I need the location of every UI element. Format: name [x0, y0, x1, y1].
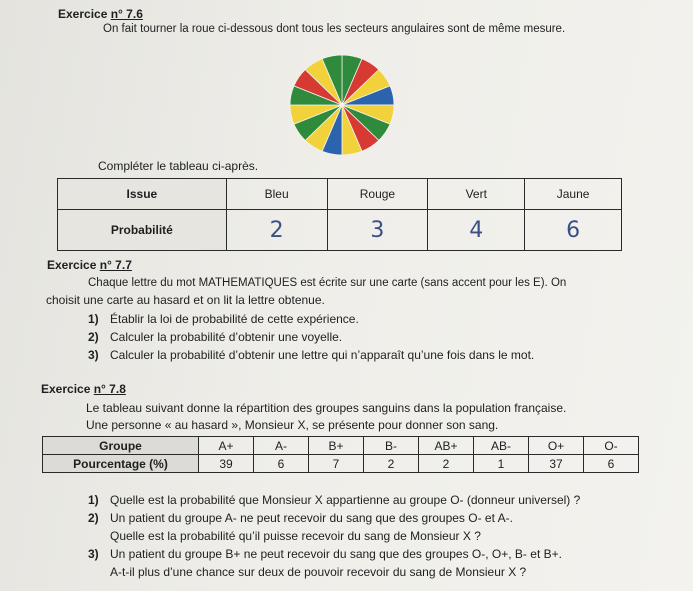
question-text: Établir la loi de probabilité de cette expérience. [110, 312, 359, 326]
answer-rouge: 3 [327, 210, 428, 251]
percent-cell: 2 [364, 455, 419, 473]
exercise-7-7-line1: Chaque lettre du mot MATHEMATIQUES est écrite sur une carte (sans accent pour les E). On [88, 277, 567, 289]
question-number: 3) [88, 348, 99, 362]
spinning-wheel [288, 53, 396, 157]
col-vert: Vert [428, 179, 525, 210]
exercise-label: Exercice [41, 382, 94, 396]
exercise-7-8-question-1 [88, 493, 580, 507]
question-number: 1) [88, 493, 99, 507]
exercise-number: n° 7.6 [110, 7, 143, 21]
exercise-7-8-question-2 [88, 511, 513, 525]
percent-cell: 2 [419, 455, 474, 473]
table-row [43, 437, 639, 455]
answer-vert: 4 [428, 210, 525, 251]
percent-cell: 37 [529, 455, 584, 473]
question-text: Un patient du groupe A- ne peut recevoir du sang que des groupes O- et A-. [110, 511, 513, 525]
question-number: 3) [88, 547, 99, 561]
exercise-7-6-title [58, 7, 143, 21]
exercise-7-6-intro: On fait tourner la roue ci-dessous dont tous les secteurs angulaires sont de même mesure. [103, 23, 566, 35]
table-row [58, 179, 622, 210]
col-rouge: Rouge [327, 179, 428, 210]
question-text: Calculer la probabilité d’obtenir une lettre qui n’apparaît qu’une fois dans le mot. [110, 348, 535, 362]
exercise-7-7-title [47, 258, 132, 272]
blood-group-table [42, 436, 639, 473]
exercise-7-7-question-2 [88, 330, 342, 344]
table-header-groupe: Groupe [43, 437, 199, 455]
exercise-7-8-line1: Le tableau suivant donne la répartition des groupes sanguins dans la population française. [86, 401, 567, 415]
exercise-label: Exercice [47, 258, 100, 272]
group-cell: B+ [309, 437, 364, 455]
percent-cell: 1 [474, 455, 529, 473]
exercise-7-8-title [41, 382, 126, 396]
answer-jaune: 6 [525, 210, 622, 251]
exercise-7-7-line2: choisit une carte au hasard et on lit la lettre obtenue. [46, 293, 325, 307]
group-cell: B- [364, 437, 419, 455]
group-cell: AB- [474, 437, 529, 455]
exercise-7-8-line2: Une personne « au hasard », Monsieur X, se présente pour donner son sang. [86, 418, 499, 432]
question-number: 1) [88, 312, 99, 326]
exercise-7-7-question-1 [88, 312, 359, 326]
table-header-probabilite: Probabilité [58, 210, 227, 251]
question-text: Un patient du groupe B+ ne peut recevoir du sang que des groupes O-, O+, B- et B+. [110, 547, 562, 561]
percent-cell: 39 [199, 455, 254, 473]
table-header-issue: Issue [58, 179, 227, 210]
exercise-label: Exercice [58, 7, 111, 21]
exercise-number: n° 7.8 [93, 382, 126, 396]
question-number: 2) [88, 511, 99, 525]
exercise-number: n° 7.7 [99, 258, 132, 272]
question-text: Quelle est la probabilité que Monsieur X appartienne au groupe O- (donneur universel) ? [110, 493, 581, 507]
probability-table [57, 178, 622, 251]
group-cell: O- [584, 437, 639, 455]
col-bleu: Bleu [226, 179, 327, 210]
exercise-7-8-question-3 [88, 547, 562, 561]
percent-cell: 6 [584, 455, 639, 473]
exercise-7-6-instruction: Compléter le tableau ci-après. [98, 159, 259, 173]
group-cell: A+ [199, 437, 254, 455]
table-row [43, 455, 639, 473]
table-row [58, 210, 622, 251]
percent-cell: 6 [254, 455, 309, 473]
exercise-7-8-question-3-cont: A-t-il plus d’une chance sur deux de pouvoir recevoir du sang de Monsieur X ? [110, 565, 527, 579]
group-cell: A- [254, 437, 309, 455]
col-jaune: Jaune [525, 179, 622, 210]
group-cell: O+ [529, 437, 584, 455]
exercise-7-7-question-3 [88, 348, 534, 362]
percent-cell: 7 [309, 455, 364, 473]
question-text: Calculer la probabilité d’obtenir une voyelle. [110, 330, 343, 344]
question-number: 2) [88, 330, 99, 344]
exercise-7-8-question-2-cont: Quelle est la probabilité qu’il puisse recevoir du sang de Monsieur X ? [110, 529, 481, 543]
answer-bleu: 2 [226, 210, 327, 251]
table-header-pourcentage: Pourcentage (%) [43, 455, 199, 473]
group-cell: AB+ [419, 437, 474, 455]
